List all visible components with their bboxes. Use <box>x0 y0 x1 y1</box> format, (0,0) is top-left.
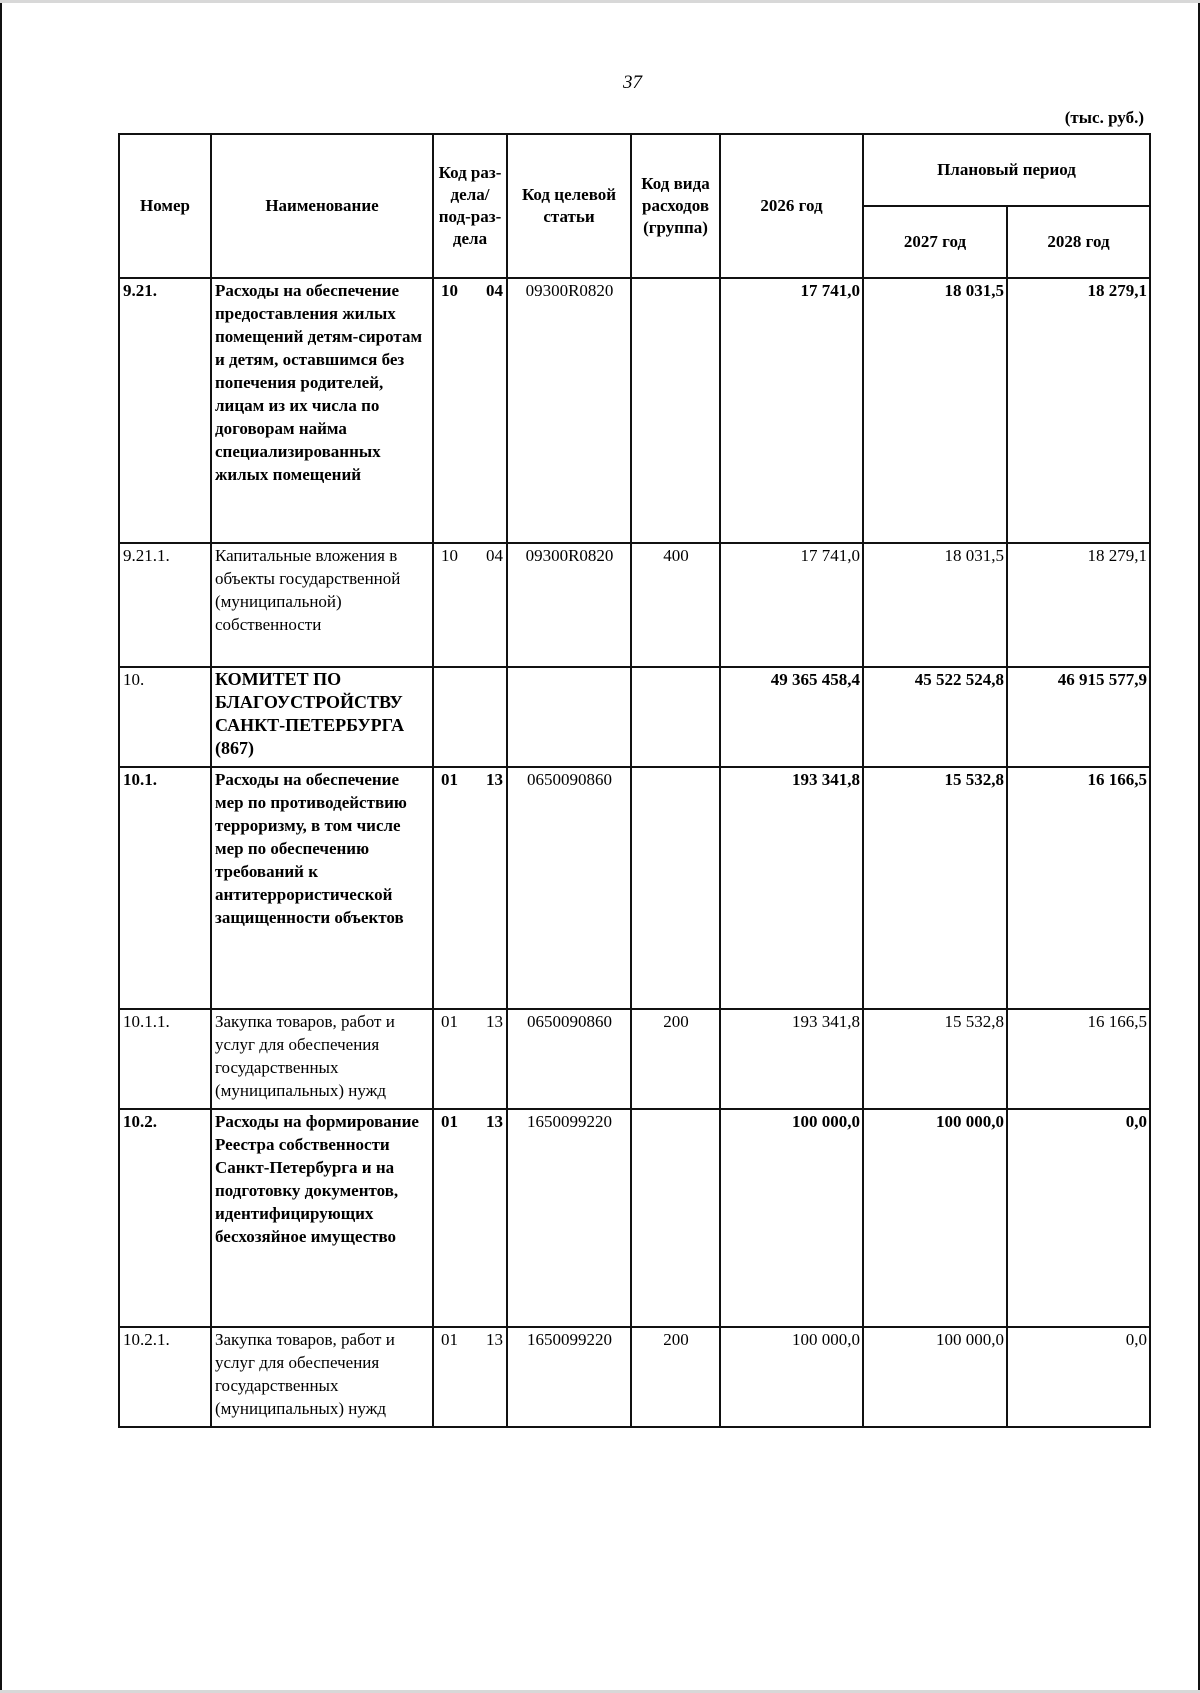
header-year-2027: 2027 год <box>863 206 1007 278</box>
section-code: 01 <box>441 1112 458 1131</box>
header-expense-type: Код вида расходов (группа) <box>631 134 720 278</box>
header-planned-period: Плановый период <box>863 134 1150 206</box>
header-target: Код целевой статьи <box>507 134 631 278</box>
subsection-code: 13 <box>486 1330 503 1349</box>
header-name: Наименование <box>211 134 433 278</box>
subsection-code: 13 <box>486 770 503 789</box>
header-number: Номер <box>119 134 211 278</box>
table-row <box>119 767 1150 1009</box>
section-code: 01 <box>441 1012 458 1031</box>
subsection-code: 04 <box>486 546 503 565</box>
row-target: 1650099220 <box>507 1109 631 1327</box>
row-y2028: 0,0 <box>1007 1109 1150 1327</box>
row-name: КОМИТЕТ ПО БЛАГОУСТРОЙСТВУ САНКТ-ПЕТЕРБУРГА (867) <box>211 667 433 767</box>
row-target: 09300R0820 <box>507 278 631 543</box>
page-number: 37 <box>623 72 642 93</box>
section-code: 01 <box>441 1330 458 1349</box>
section-code: 01 <box>441 770 458 789</box>
row-target: 0650090860 <box>507 767 631 1009</box>
row-section <box>433 767 507 1009</box>
row-name: Расходы на обеспечение мер по противодействию терроризму, в том числе мер по обеспечению требований к антитеррористической защищенности объектов <box>211 767 433 1009</box>
table-row <box>119 543 1150 667</box>
row-section <box>433 1009 507 1109</box>
row-y2027: 18 031,5 <box>863 543 1007 667</box>
table-body <box>119 278 1150 1427</box>
row-expense-type <box>631 278 720 543</box>
subsection-code: 13 <box>486 1112 503 1131</box>
row-number: 10.2. <box>119 1109 211 1327</box>
units-label: (тыс. руб.) <box>1064 108 1144 127</box>
section-code: 10 <box>441 546 458 565</box>
subsection-code: 13 <box>486 1012 503 1031</box>
top-scan-edge <box>0 0 1200 3</box>
row-name: Расходы на формирование Реестра собственности Санкт-Петербурга и на подготовку документов, идентифицирующих бесхозяйное имущество <box>211 1109 433 1327</box>
row-name: Закупка товаров, работ и услуг для обеспечения государственных (муниципальных) нужд <box>211 1009 433 1109</box>
header-year-2026: 2026 год <box>720 134 863 278</box>
row-y2026: 100 000,0 <box>720 1327 863 1427</box>
row-y2027: 100 000,0 <box>863 1327 1007 1427</box>
row-expense-type: 200 <box>631 1009 720 1109</box>
table-row <box>119 1327 1150 1427</box>
row-target <box>507 667 631 767</box>
row-y2027: 45 522 524,8 <box>863 667 1007 767</box>
row-y2026: 100 000,0 <box>720 1109 863 1327</box>
table-row <box>119 278 1150 543</box>
row-expense-type <box>631 1109 720 1327</box>
subsection-code: 04 <box>486 281 503 300</box>
row-y2026: 17 741,0 <box>720 543 863 667</box>
table-row <box>119 1009 1150 1109</box>
section-code: 10 <box>441 281 458 300</box>
row-expense-type: 400 <box>631 543 720 667</box>
row-y2027: 100 000,0 <box>863 1109 1007 1327</box>
row-y2028: 0,0 <box>1007 1327 1150 1427</box>
header-year-2028: 2028 год <box>1007 206 1150 278</box>
row-y2028: 16 166,5 <box>1007 1009 1150 1109</box>
row-number: 9.21.1. <box>119 543 211 667</box>
table-header <box>119 134 1150 278</box>
row-name: Капитальные вложения в объекты государственной (муниципальной) собственности <box>211 543 433 667</box>
row-expense-type <box>631 767 720 1009</box>
row-y2026: 49 365 458,4 <box>720 667 863 767</box>
header-section: Код раз-дела/ под-раз-дела <box>433 134 507 278</box>
budget-table <box>118 133 1151 1428</box>
row-number: 10.1. <box>119 767 211 1009</box>
row-y2026: 193 341,8 <box>720 767 863 1009</box>
row-expense-type: 200 <box>631 1327 720 1427</box>
row-name: Закупка товаров, работ и услуг для обеспечения государственных (муниципальных) нужд <box>211 1327 433 1427</box>
row-expense-type <box>631 667 720 767</box>
row-section <box>433 543 507 667</box>
table-row <box>119 1109 1150 1327</box>
row-section <box>433 667 507 767</box>
row-section <box>433 1109 507 1327</box>
table-row <box>119 667 1150 767</box>
row-section <box>433 1327 507 1427</box>
row-y2027: 15 532,8 <box>863 1009 1007 1109</box>
row-number: 10.1.1. <box>119 1009 211 1109</box>
row-y2027: 18 031,5 <box>863 278 1007 543</box>
row-y2028: 16 166,5 <box>1007 767 1150 1009</box>
row-y2028: 46 915 577,9 <box>1007 667 1150 767</box>
row-target: 0650090860 <box>507 1009 631 1109</box>
row-y2026: 17 741,0 <box>720 278 863 543</box>
row-y2027: 15 532,8 <box>863 767 1007 1009</box>
row-number: 10.2.1. <box>119 1327 211 1427</box>
row-target: 1650099220 <box>507 1327 631 1427</box>
row-number: 9.21. <box>119 278 211 543</box>
row-name: Расходы на обеспечение предоставления жилых помещений детям-сиротам и детям, оставшимся без попечения родителей, лицам из их числа по договорам найма специализированных жилых помещений <box>211 278 433 543</box>
row-y2028: 18 279,1 <box>1007 543 1150 667</box>
row-y2028: 18 279,1 <box>1007 278 1150 543</box>
row-y2026: 193 341,8 <box>720 1009 863 1109</box>
row-section <box>433 278 507 543</box>
row-number: 10. <box>119 667 211 767</box>
row-target: 09300R0820 <box>507 543 631 667</box>
